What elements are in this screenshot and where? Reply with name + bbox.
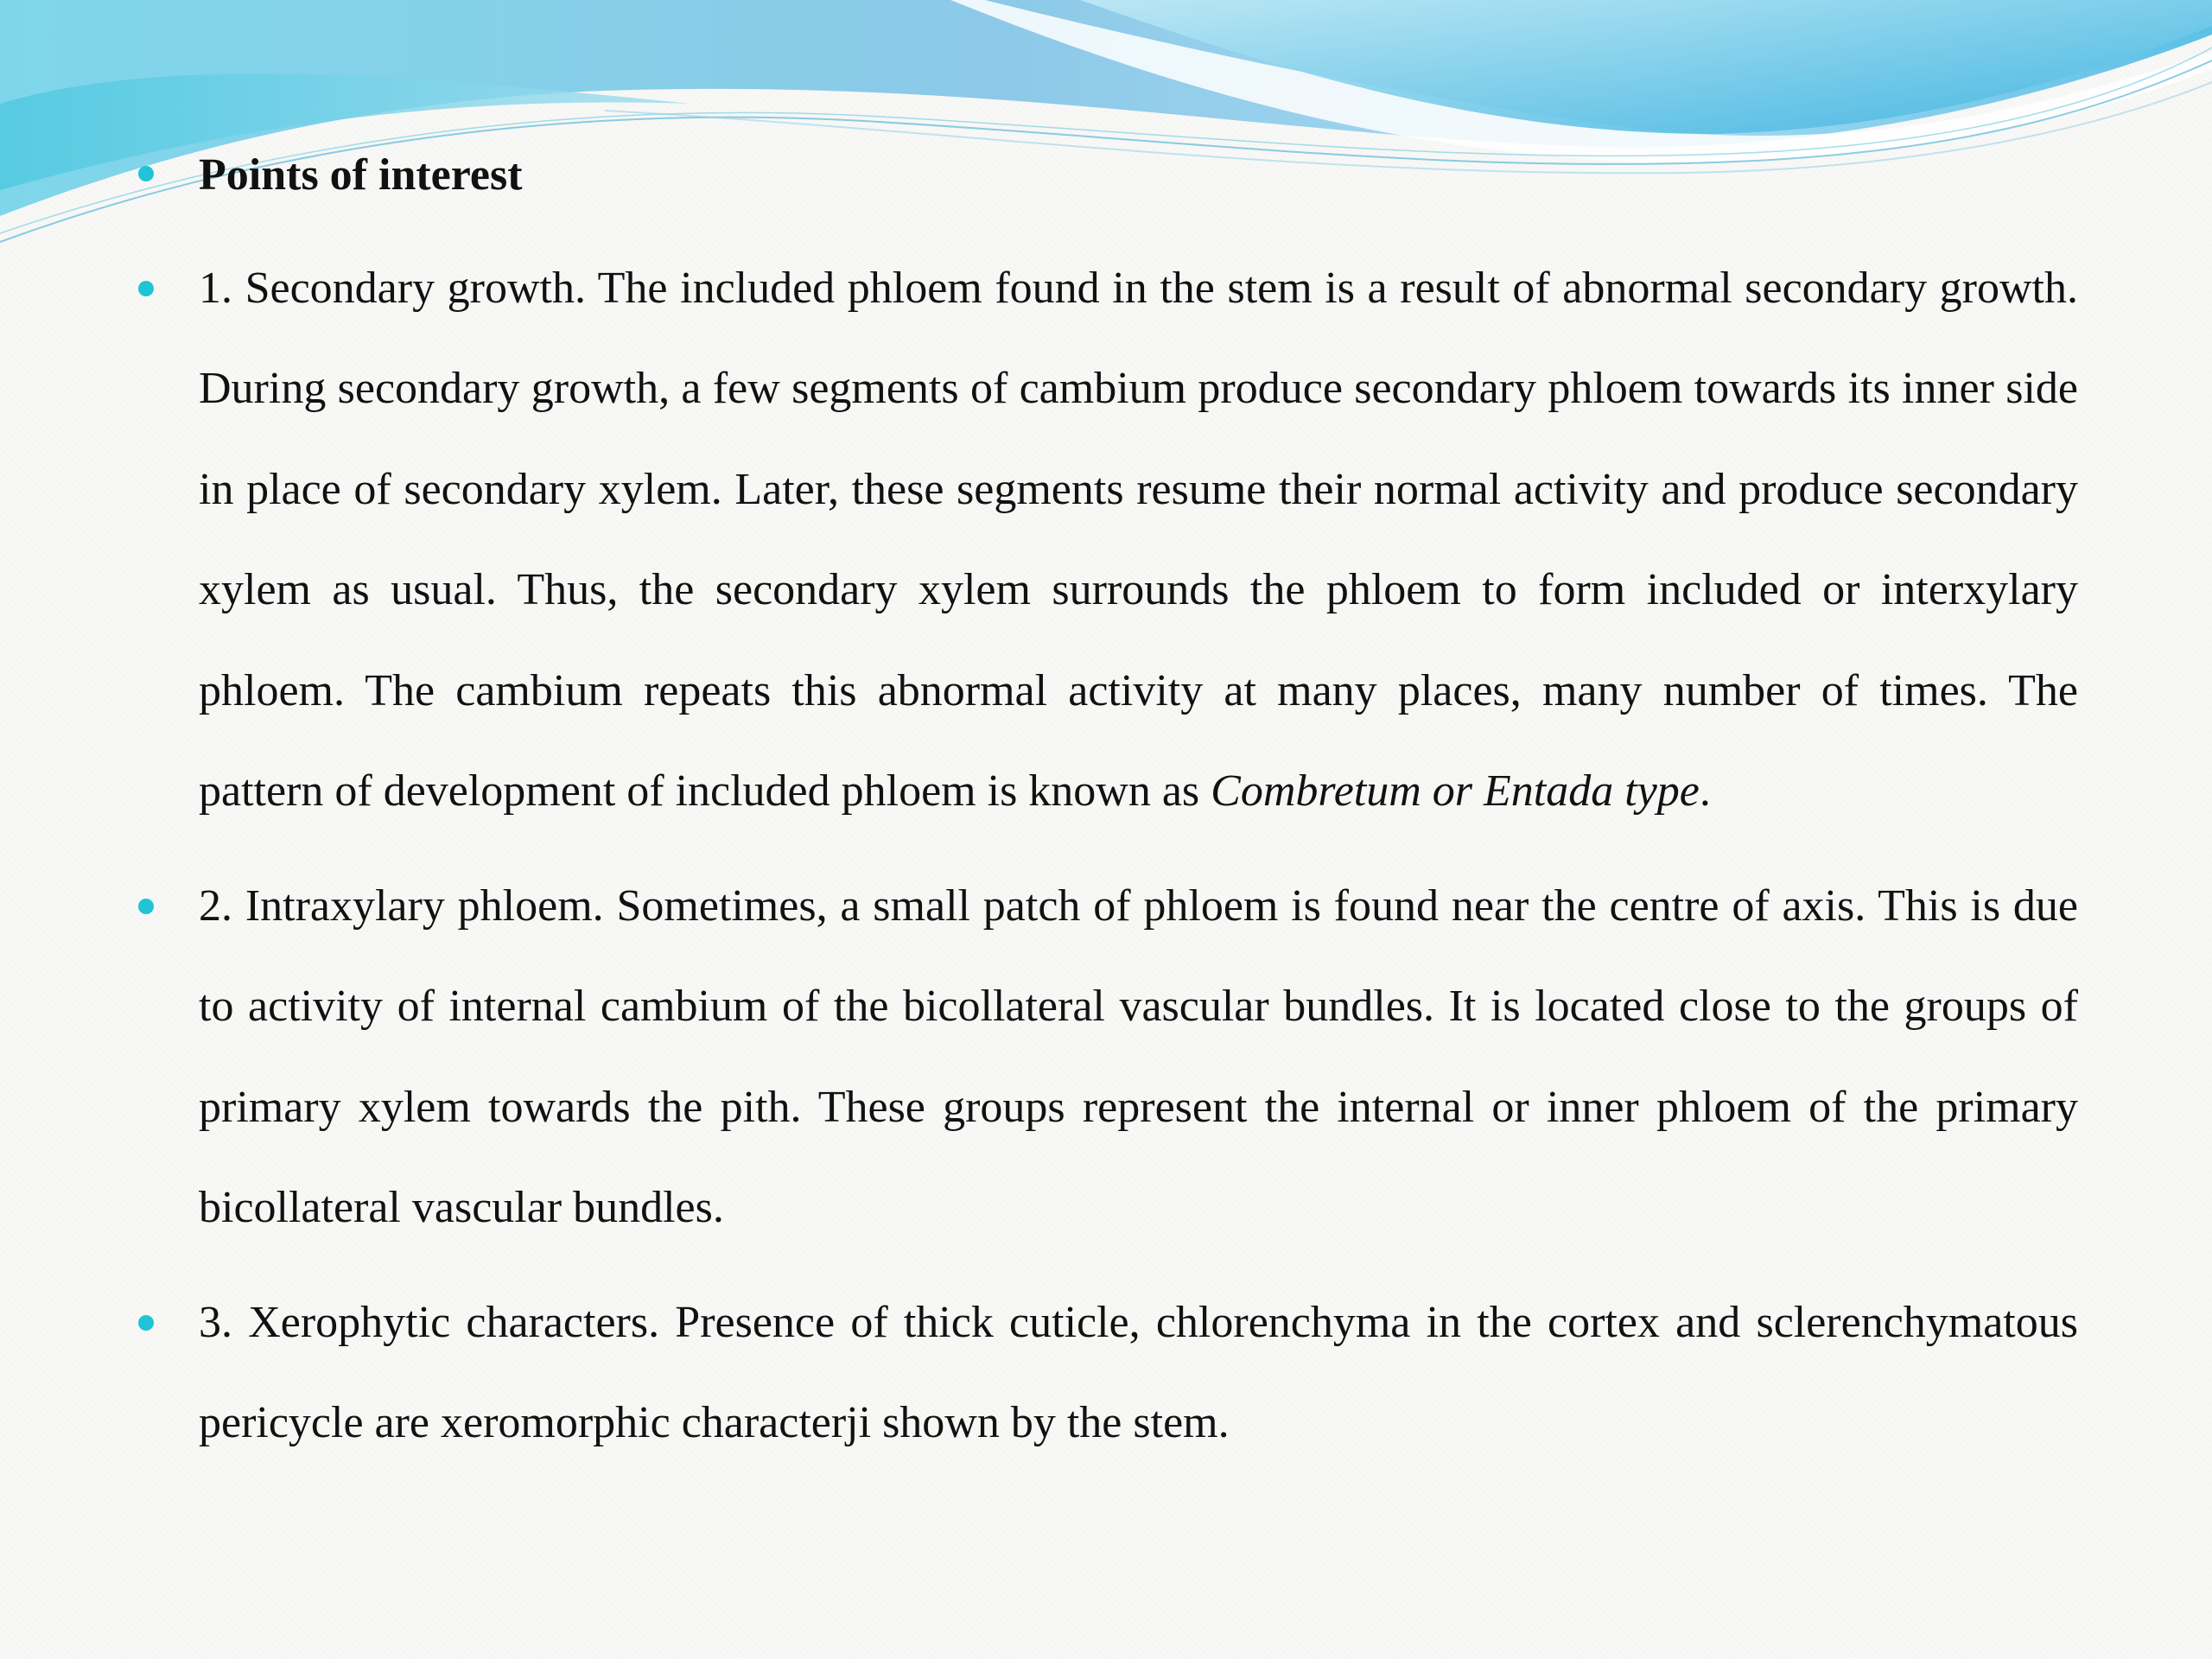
item-2-text: 2. Intraxylary phloem. Sometimes, a small patch of phloem is found near the centre of axis. This is due to activity of internal cambium of the bicollateral vascular bundles. It is located close to the groups of primary xylem towards the pith. These groups represent the internal or inner phloem of the primary bicollateral vascular bundles. (199, 880, 2078, 1232)
slide-content (130, 125, 2078, 1488)
bullet-dot-icon (138, 281, 154, 296)
bullet-item-intraxylary-phloem (130, 856, 2078, 1259)
bullet-item-secondary-growth (130, 238, 2078, 842)
item-1-tail: . (1699, 766, 1711, 816)
item-1-italic: Combretum or Entada type (1211, 766, 1700, 816)
bullet-dot-icon (138, 899, 154, 914)
bullet-dot-icon (138, 166, 154, 181)
bullet-item-text (199, 238, 2078, 842)
item-1-text: 1. Secondary growth. The included phloem found in the stem is a result of abnormal secondary growth. During secondary growth, a few segments of cambium produce secondary phloem towards its inner side in place of secondary xylem. Later, these segments resume their normal activity and produce secondary xylem as usual. Thus, the secondary xylem surrounds the phloem to form included or interxylary phloem. The cambium repeats this abnormal activity at many places, many number of times. The pattern of development of included phloem is known as (199, 263, 2078, 816)
heading-text: Points of interest (199, 150, 523, 200)
item-3-text: 3. Xerophytic characters. Presence of thick cuticle, chlorenchyma in the cortex and sclerenchymatous pericycle are xeromorphic characterji shown by the stem. (199, 1297, 2078, 1447)
bullet-dot-icon (138, 1315, 154, 1331)
bullet-item-xerophytic-characters (130, 1273, 2078, 1474)
bullet-heading (130, 125, 2078, 226)
